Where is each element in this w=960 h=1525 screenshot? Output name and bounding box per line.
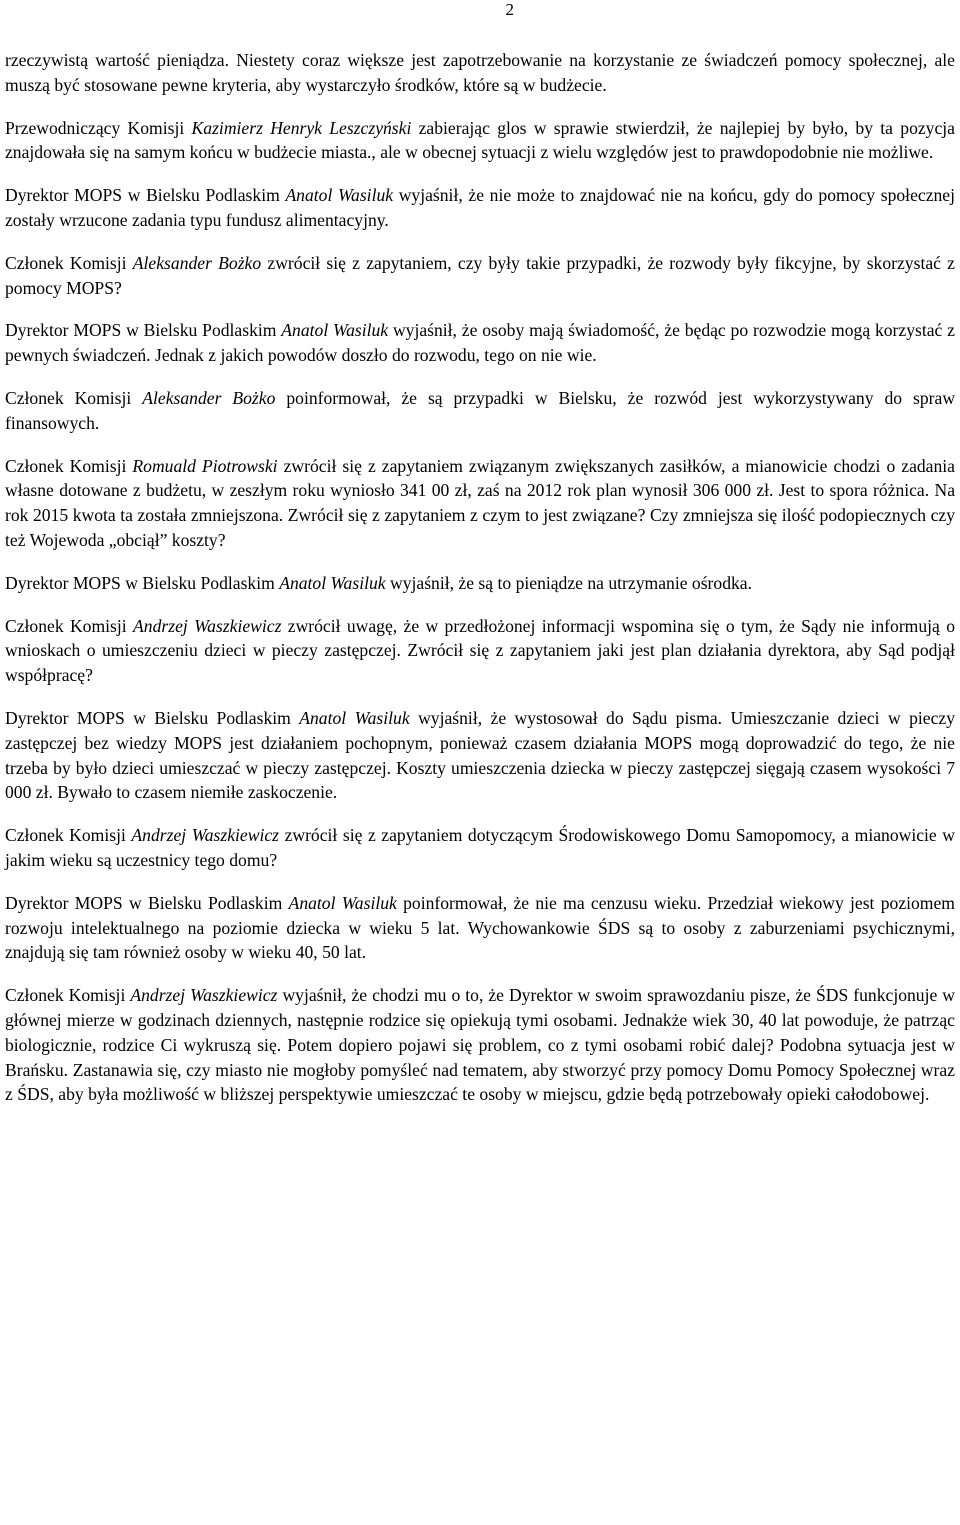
speaker-name: Anatol Wasiluk	[299, 707, 410, 728]
paragraph-text: zwrócił się z zapytaniem dotyczącym Środowiskowego Domu Samopomocy, a mianowicie w jakim wieku są uczestnicy tego domu?	[5, 825, 955, 870]
paragraph	[5, 823, 955, 873]
speaker-role: Członek Komisji	[5, 985, 126, 1006]
paragraph-text: wyjaśnił, że osoby mają świadomość, że będąc po rozwodzie mogą korzystać z pewnych świadczeń. Jednak z jakich powodów doszło do rozwodu, tego on nie wie.	[5, 320, 955, 366]
speaker-name: Aleksander Bożko	[142, 387, 276, 408]
paragraph-text: poinformował, że nie ma cenzusu wieku. Przedział wiekowy jest poziomem rozwoju intelektualnego na poziomie dziecka w wieku 5 lat. Wychowankowie ŚDS są to osoby z zaburzeniami psychicznymi, znajdują się tam również osoby w wieku 40, 50 lat.	[5, 892, 955, 963]
document-body	[5, 48, 955, 1125]
paragraph-text: wyjaśnił, że nie może to znajdować nie na końcu, gdy do pomocy społecznej zostały wrzucone zadania typu fundusz alimentacyjny.	[5, 185, 955, 230]
paragraph	[5, 454, 955, 553]
paragraph-text: zwrócił uwagę, że w przedłożonej informacji wspomina się o tym, że Sądy nie informują o wnioskach o umieszczeniu dzieci w pieczy zastępczej. Zwrócił się z zapytaniem jaki jest plan działania dyrektora, aby Sąd podjął współpracę?	[5, 615, 955, 686]
speaker-role: Członek Komisji	[5, 615, 127, 636]
speaker-name: Kazimierz Henryk Leszczyński	[191, 117, 412, 138]
speaker-name: Aleksander Bożko	[132, 252, 262, 273]
paragraph-text: rzeczywistą wartość pieniądza. Niestety coraz większe jest zapotrzebowanie na korzystanie ze świadczeń pomocy społecznej, ale muszą być stosowane pewne kryteria, aby wystarczyło środków, które są w budżecie.	[5, 50, 955, 95]
paragraph	[5, 318, 955, 368]
paragraph	[5, 614, 955, 688]
paragraph	[5, 891, 955, 965]
paragraph	[5, 983, 955, 1107]
paragraph	[5, 706, 955, 805]
paragraph-text: wyjaśnił, że są to pieniądze na utrzymanie ośrodka.	[390, 572, 753, 593]
speaker-name: Anatol Wasiluk	[281, 320, 389, 341]
paragraph	[5, 251, 955, 301]
paragraph-text: zwrócił się z zapytaniem związanym zwiększanych zasiłków, a mianowicie chodzi o zadania własne dotowane z budżetu, w zeszłym roku wyniosło 341 00 zł, zaś na 2012 rok plan wynosił 306 000 zł. Jest to spora różnica. Na rok 2015 kwota ta została zmniejszona. Zwrócił się z zapytaniem z czym to jest związane? Czy zmniejsza się ilość podopiecznych czy też Wojewoda „obciął” koszty?	[5, 455, 955, 550]
paragraph	[5, 386, 955, 436]
speaker-role: Członek Komisji	[5, 825, 126, 846]
paragraph	[5, 571, 955, 596]
speaker-name: Anatol Wasiluk	[285, 185, 394, 206]
speaker-role: Dyrektor MOPS w Bielsku Podlaskim	[5, 320, 277, 341]
paragraph	[5, 183, 955, 233]
paragraph-text: zwrócił się z zapytaniem, czy były takie przypadki, że rozwody były fikcyjne, by skorzystać z pomocy MOPS?	[5, 252, 955, 298]
paragraph-text: zabierając glos w sprawie stwierdził, że najlepiej by było, by ta pozycja znajdowała się na samym końcu w budżecie miasta., ale w obecnej sytuacji z wielu względów jest to prawdopodobnie nie możliwe.	[5, 117, 955, 163]
speaker-role: Przewodniczący Komisji	[5, 117, 185, 138]
speaker-name: Andrzej Waszkiewicz	[131, 825, 280, 846]
speaker-role: Dyrektor MOPS w Bielsku Podlaskim	[5, 185, 280, 206]
speaker-role: Członek Komisji	[5, 252, 127, 273]
page-number: 2	[505, 0, 514, 19]
paragraph-text: wyjaśnił, że chodzi mu o to, że Dyrektor w swoim sprawozdaniu pisze, że ŚDS funkcjonuje w głównej mierze w godzinach dziennych, następnie rodzice się opiekują tymi osobami. Jednakże wiek 30, 40 lat powoduje, że patrząc biologicznie, rodzice Ci wykruszą się. Potem dopiero pojawi się problem, co z tymi osobami robić dalej? Podobna sytuacja jest w Brańsku. Zastanawia się, czy miasto nie mogłoby pomyśleć nad tematem, aby stworzyć przy pomocy Domu Pomocy Społecznej wraz z ŚDS, aby była możliwość w bliższej perspektywie umieszczać te osoby w miejscu, gdzie będą potrzebowały opieki całodobowej.	[5, 985, 956, 1105]
speaker-name: Anatol Wasiluk	[288, 892, 397, 913]
speaker-role: Członek Komisji	[5, 455, 127, 476]
paragraph	[5, 116, 955, 166]
paragraph-text: wyjaśnił, że wystosował do Sądu pisma. Umieszczanie dzieci w pieczy zastępczej bez wiedzy MOPS jest działaniem pochopnym, ponieważ czasem działania MOPS mogą doprowadzić do tego, że nie trzeba by było dzieci umieszczać w pieczy zastępczej. Koszty umieszczenia dziecka w pieczy zastępczej sięgają czasem wysokości 7 000 zł. Bywało to czasem niemiłe zaskoczenie.	[5, 707, 955, 803]
paragraph	[5, 48, 955, 98]
paragraph-text: poinformował, że są przypadki w Bielsku, że rozwód jest wykorzystywany do spraw finansowych.	[5, 387, 956, 433]
speaker-name: Anatol Wasiluk	[279, 572, 386, 593]
speaker-role: Dyrektor MOPS w Bielsku Podlaskim	[5, 572, 275, 593]
speaker-role: Dyrektor MOPS w Bielsku Podlaskim	[5, 707, 291, 728]
speaker-role: Dyrektor MOPS w Bielsku Podlaskim	[5, 892, 283, 913]
speaker-name: Andrzej Waszkiewicz	[133, 615, 282, 636]
speaker-role: Członek Komisji	[5, 387, 132, 408]
speaker-name: Romuald Piotrowski	[132, 455, 278, 476]
speaker-name: Andrzej Waszkiewicz	[130, 985, 278, 1006]
